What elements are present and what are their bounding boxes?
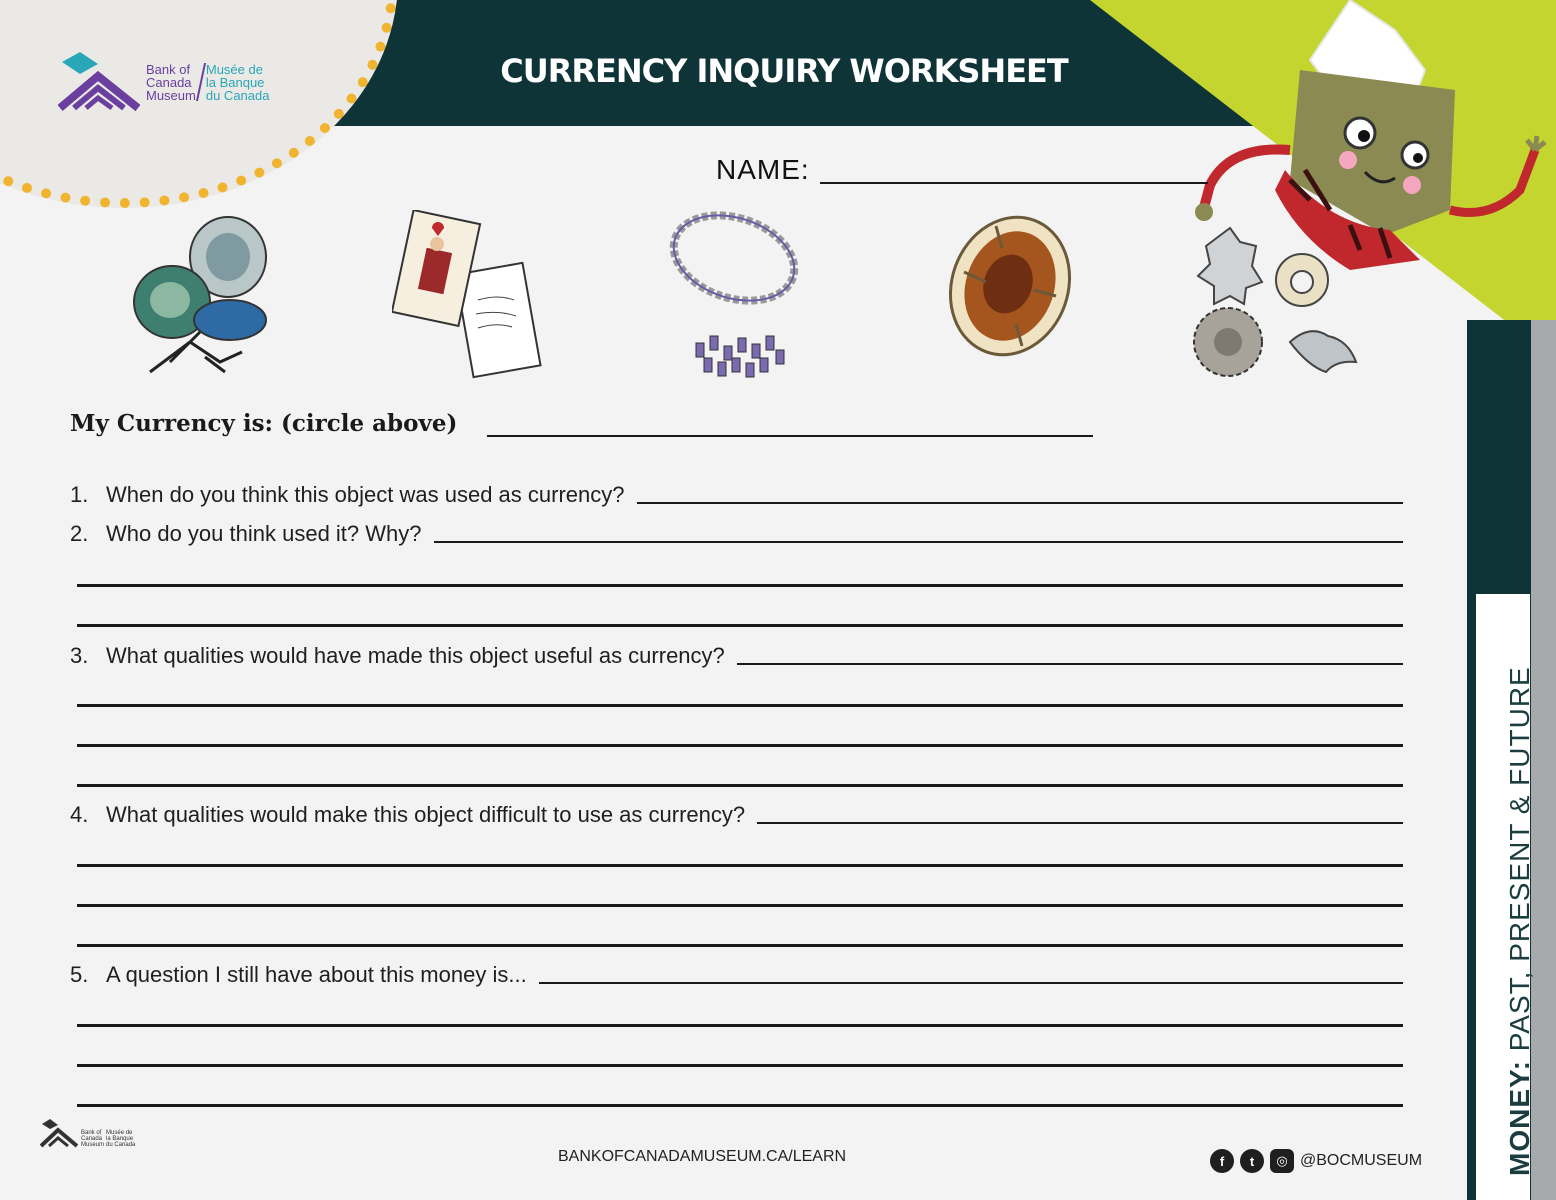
answer-line[interactable] (77, 1024, 1403, 1027)
answer-line[interactable] (77, 784, 1403, 787)
beaver-pelt-image[interactable] (946, 212, 1076, 362)
answer-line[interactable] (77, 584, 1403, 587)
footer-logo-icon (40, 1118, 78, 1148)
answer-line[interactable] (737, 663, 1403, 665)
currency-options (0, 200, 1460, 400)
question-4: 4. What qualities would make this object difficult to use as currency? (70, 802, 1403, 828)
answer-line[interactable] (77, 744, 1403, 747)
answer-line[interactable] (77, 1104, 1403, 1107)
social-handle[interactable]: @BOCMUSEUM (1300, 1152, 1423, 1169)
museum-logo-icon (58, 50, 140, 114)
footer-url[interactable]: BANKOFCANADAMUSEUM.CA/LEARN (558, 1148, 847, 1165)
answer-line[interactable] (434, 541, 1404, 543)
question-5: 5. A question I still have about this money is... (70, 962, 1403, 988)
instagram-icon[interactable]: ◎ (1270, 1149, 1294, 1173)
footer-logo: Bank of Canada Museum Musée de la Banque du Canada (40, 1118, 135, 1148)
question-2: 2. Who do you think used it? Why? (70, 521, 1403, 547)
answer-line[interactable] (539, 982, 1403, 984)
name-input-line[interactable] (820, 182, 1208, 184)
answer-line[interactable] (77, 1064, 1403, 1067)
social-links (1210, 1149, 1422, 1173)
twitter-icon[interactable]: t (1240, 1149, 1264, 1173)
side-title: MONEY: PAST, PRESENT & FUTURE (1504, 666, 1535, 1176)
answer-line[interactable] (637, 502, 1404, 504)
answer-line[interactable] (757, 822, 1403, 824)
question-3: 3. What qualities would have made this object useful as currency? (70, 643, 1403, 669)
currency-label: My Currency is: (circle above) (70, 410, 458, 437)
wampum-beads-image[interactable] (666, 208, 806, 388)
answer-line[interactable] (77, 864, 1403, 867)
answer-line[interactable] (77, 624, 1403, 627)
answer-line[interactable] (77, 944, 1403, 947)
answer-line[interactable] (77, 704, 1403, 707)
name-label: NAME: (716, 154, 810, 185)
abalone-shells-image[interactable] (130, 212, 280, 382)
currency-field[interactable] (70, 410, 1093, 437)
worksheet-title: CURRENCY INQUIRY WORKSHEET (500, 52, 1068, 90)
name-field[interactable] (716, 154, 1208, 186)
currency-input-line[interactable] (487, 435, 1093, 437)
question-1: 1. When do you think this object was used as currency? (70, 482, 1403, 508)
answer-line[interactable] (77, 904, 1403, 907)
museum-logo: Bank of Canada Museum Musée de la Banque du Canada (58, 50, 269, 114)
silver-trade-items-image[interactable] (1190, 222, 1365, 387)
facebook-icon[interactable]: f (1210, 1149, 1234, 1173)
playing-card-money-image[interactable] (392, 210, 547, 382)
